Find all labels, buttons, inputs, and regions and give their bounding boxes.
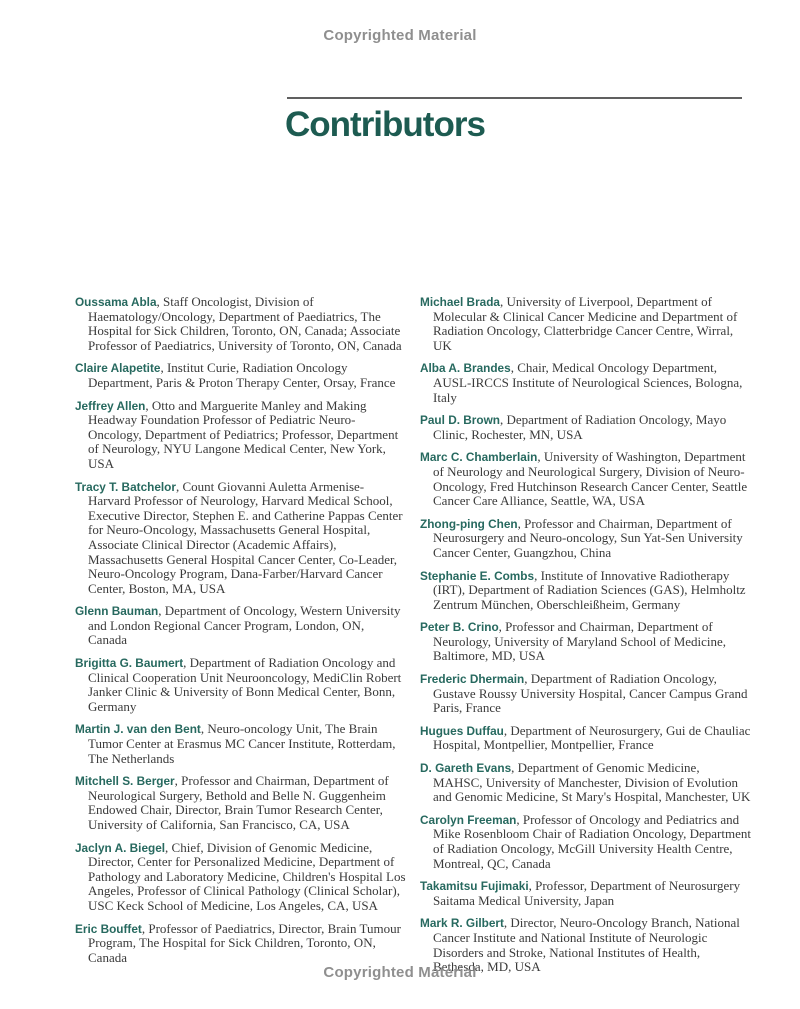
contributor-entry [420,450,751,508]
contributor-affiliation: , University of Washington, Department of Neurology and Neurological Surgery, Division of Neuro-Oncology, Fred Hutchinson Research Cancer Center, Seattle Cancer Care Alliance, Seattle, WA, USA [433,449,748,509]
contributor-affiliation: , Count Giovanni Auletta Armenise-Harvard Professor of Neurology, Harvard Medical School, Executive Director, Stephen E. and Catherine Pappas Center for Neuro-Oncology, Massachusetts General Hospital, Associate Clinical Director (Academic Affairs), Massachusetts General Hospital Cancer Center, Co-Leader, Neuro-Oncology Program, Dana-Farber/Harvard Cancer Center, Boston, MA, USA [88,478,403,596]
contributor-name: Peter B. Crino [420,620,499,635]
contributor-affiliation: , Professor, Department of Neurosurgery Saitama Medical University, Japan [433,878,741,908]
contributor-name: Jaclyn A. Biegel [75,840,166,855]
contributors-list [75,295,751,983]
contributor-name: Stephanie E. Combs [420,568,535,583]
contributor-entry [420,620,751,664]
contributor-affiliation: , Institute of Innovative Radiotherapy (IRT), Department of Radiation Sciences (GAS), Helmholtz Zentrum München, Oberschleißheim, Germany [433,567,746,612]
contributor-entry [420,672,751,716]
contributor-entry [420,361,751,405]
contributor-affiliation: , Professor of Oncology and Pediatrics and Mike Rosenbloom Chair of Radiation Oncology, Department of Radiation Oncology, McGill University Health Centre, Montreal, QC, Canada [433,811,751,871]
contributor-name: Hugues Duffau [420,723,504,738]
contributor-name: Marc C. Chamberlain [420,450,538,465]
contributor-entry [75,399,406,472]
contributor-entry [420,761,751,805]
contributor-entry [75,656,406,714]
contributor-affiliation: , Director, Neuro-Oncology Branch, National Cancer Institute and National Institute of Neurologic Disorders and Stroke, National Institutes of Health, Bethesda, MD, USA [433,915,740,975]
contributor-affiliation: , Department of Oncology, Western University and London Regional Cancer Program, London, ON, Canada [88,603,401,648]
contributor-name: Frederic Dhermain [420,672,525,687]
contributor-entry [420,724,751,753]
contributor-affiliation: , Chief, Division of Genomic Medicine, Director, Center for Personalized Medicine, Department of Pathology and Laboratory Medicine, Children's Hospital Los Angeles, Professor of Clinical Pathology (Clinical Scholar), USC Keck School of Medicine, Los Angeles, CA, USA [88,839,406,913]
contributor-entry [75,295,406,353]
contributor-affiliation: , Institut Curie, Radiation Oncology Department, Paris & Proton Therapy Center, Orsay, France [88,360,396,390]
contributor-name: Zhong-ping Chen [420,516,518,531]
contributor-entry [75,361,406,390]
contributor-affiliation: , Department of Radiation Oncology, Gustave Roussy University Hospital, Cancer Campus Grand Paris, France [433,671,748,716]
contributor-name: Claire Alapetite [75,361,161,376]
contributor-affiliation: , Department of Radiation Oncology, Mayo Clinic, Rochester, MN, USA [433,412,727,442]
contributor-affiliation: , University of Liverpool, Department of Molecular & Clinical Cancer Medicine and Department of Radiation Oncology, Clatterbridge Cancer Centre, Wirral, UK [433,294,738,353]
contributor-entry [420,569,751,613]
contributor-name: Takamitsu Fujimaki [420,879,529,894]
contributor-name: Glenn Bauman [75,604,159,619]
contributor-name: Mitchell S. Berger [75,774,175,789]
contributor-name: Carolyn Freeman [420,812,517,827]
contributor-name: Brigitta G. Baumert [75,656,184,671]
contributor-name: D. Gareth Evans [420,761,512,776]
contributor-affiliation: , Chair, Medical Oncology Department, AUSL-IRCCS Institute of Neurological Sciences, Bologna, Italy [433,360,743,405]
contributor-affiliation: , Professor and Chairman, Department of Neurology, University of Maryland School of Medicine, Baltimore, MD, USA [433,619,727,664]
contributor-entry [75,604,406,648]
contributor-name: Oussama Abla [75,295,157,309]
contributor-name: Jeffrey Allen [75,398,146,413]
contributor-affiliation: , Otto and Marguerite Manley and Making Headway Foundation Professor of Pediatric Neuro-Oncology, Department of Pediatrics; Professor, Department of Neurology, NYU Langone Medical Center, New York, USA [88,397,399,471]
contributor-affiliation: , Professor and Chairman, Department of Neurological Surgery, Bethold and Belle N. Guggenheim Endowed Chair, Director, Brain Tumor Research Center, University of California, San Francisco, CA, USA [88,773,389,832]
contributor-name: Martin J. van den Bent [75,722,201,737]
contributor-entry [75,480,406,597]
contributor-affiliation: , Department of Genomic Medicine, MAHSC, University of Manchester, Division of Evolution and Genomic Medicine, St Mary's Hospital, Manchester, UK [433,760,751,805]
contributor-entry [420,413,751,442]
copyright-notice-top: Copyrighted Material [323,27,477,44]
contributor-affiliation: , Professor of Paediatrics, Director, Brain Tumour Program, The Hospital for Sick Children, Toronto, ON, Canada [88,920,401,965]
contributors-column-left [75,295,406,983]
contributor-entry [420,813,751,871]
contributor-entry [75,774,406,832]
title-rule [287,97,742,99]
page-title: Contributors [285,105,485,144]
contributor-name: Michael Brada [420,295,500,309]
copyright-notice-bottom: Copyrighted Material [323,964,477,981]
contributor-name: Eric Bouffet [75,921,142,936]
contributor-entry [75,841,406,914]
contributor-affiliation: , Neuro-oncology Unit, The Brain Tumor Center at Erasmus MC Cancer Institute, Rotterdam, The Netherlands [88,721,396,766]
contributor-affiliation: , Department of Radiation Oncology and Clinical Cooperation Unit Neurooncology, MediClin Robert Janker Clinic & University of Bonn Medical Center, Bonn, Germany [88,655,402,714]
contributor-name: Alba A. Brandes [420,361,511,376]
contributor-entry [75,722,406,766]
contributor-name: Mark R. Gilbert [420,916,504,931]
contributor-name: Paul D. Brown [420,413,500,428]
contributor-entry [420,879,751,908]
contributor-affiliation: , Staff Oncologist, Division of Haematology/Oncology, Department of Paediatrics, The Hospital for Sick Children, Toronto, ON, Canada; Associate Professor of Paediatrics, University of Toronto, ON, Canada [88,294,402,353]
contributor-entry [75,922,406,966]
contributors-column-right [420,295,751,983]
contributor-entry [420,517,751,561]
contributor-affiliation: , Department of Neurosurgery, Gui de Chauliac Hospital, Montpellier, Montpellier, France [433,722,751,753]
contributor-affiliation: , Professor and Chairman, Department of Neurosurgery and Neuro-oncology, Sun Yat-Sen University Cancer Center, Guangzhou, China [433,515,743,560]
contributor-entry [420,295,751,353]
contributor-name: Tracy T. Batchelor [75,479,176,494]
